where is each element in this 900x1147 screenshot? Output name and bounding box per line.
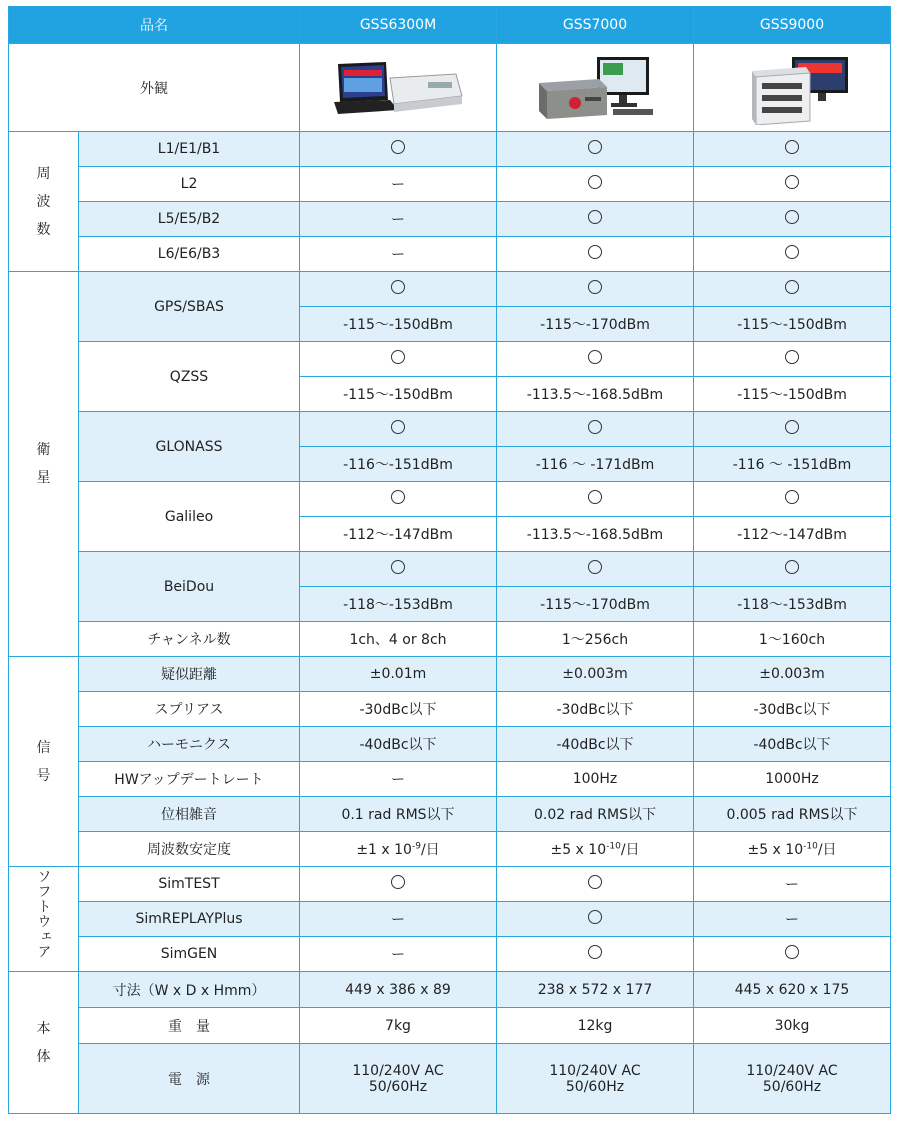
value-cell: -30dBc以下 bbox=[300, 692, 497, 727]
appearance-label: 外観 bbox=[9, 44, 300, 132]
table-row bbox=[9, 552, 891, 587]
value-cell: 1000Hz bbox=[694, 762, 891, 797]
table-row bbox=[9, 272, 891, 307]
value-mantissa: ±5 x 10 bbox=[747, 842, 804, 858]
power-cell: -116 〜 -171dBm bbox=[497, 447, 694, 482]
value-cell bbox=[497, 832, 694, 867]
value-cell: -30dBc以下 bbox=[694, 692, 891, 727]
supported-mark-icon bbox=[588, 175, 602, 189]
row-label: L2 bbox=[79, 167, 300, 202]
value-cell bbox=[497, 132, 694, 167]
table-row bbox=[9, 832, 891, 867]
supported-mark-icon bbox=[588, 490, 602, 504]
row-label: 位相雑音 bbox=[79, 797, 300, 832]
power-cell: -112〜-147dBm bbox=[300, 517, 497, 552]
supported-mark-icon bbox=[588, 910, 602, 924]
power-cell: -115〜-150dBm bbox=[694, 307, 891, 342]
table-row bbox=[9, 972, 891, 1008]
power-cell: -116 〜 -151dBm bbox=[694, 447, 891, 482]
power-cell: -112〜-147dBm bbox=[694, 517, 891, 552]
group-satellite bbox=[9, 272, 79, 657]
value-mantissa: ±1 x 10 bbox=[356, 842, 412, 858]
value-cell bbox=[497, 867, 694, 902]
power-cell: -115〜-170dBm bbox=[497, 587, 694, 622]
value-cell: ー bbox=[300, 167, 497, 202]
support-cell bbox=[497, 552, 694, 587]
power-cell: -113.5〜-168.5dBm bbox=[497, 517, 694, 552]
power-frequency: 50/60Hz bbox=[368, 1078, 428, 1095]
product-image-gss7000 bbox=[497, 44, 694, 132]
table-row bbox=[9, 167, 891, 202]
table-row bbox=[9, 867, 891, 902]
group-char: 本 bbox=[36, 1020, 51, 1037]
value-unit: /日 bbox=[620, 842, 640, 858]
group-char: 星 bbox=[36, 470, 51, 486]
value-cell: ー bbox=[694, 902, 891, 937]
value-cell: -40dBc以下 bbox=[694, 727, 891, 762]
supported-mark-icon bbox=[588, 945, 602, 959]
value-cell bbox=[497, 902, 694, 937]
supported-mark-icon bbox=[588, 280, 602, 294]
value-cell: ー bbox=[300, 202, 497, 237]
table-row bbox=[9, 797, 891, 832]
power-cell: -115〜-150dBm bbox=[300, 377, 497, 412]
value-cell bbox=[694, 937, 891, 972]
value-unit: /日 bbox=[420, 842, 440, 858]
value-cell: ー bbox=[300, 237, 497, 272]
support-cell bbox=[694, 552, 891, 587]
support-cell bbox=[497, 412, 694, 447]
table-row bbox=[9, 762, 891, 797]
row-label: L1/E1/B1 bbox=[79, 132, 300, 167]
group-char: 波 bbox=[36, 193, 51, 210]
support-cell bbox=[694, 412, 891, 447]
supported-mark-icon bbox=[588, 245, 602, 259]
power-cell: -116〜-151dBm bbox=[300, 447, 497, 482]
value-cell bbox=[694, 167, 891, 202]
value-cell: 238 x 572 x 177 bbox=[497, 972, 694, 1008]
supported-mark-icon bbox=[785, 560, 799, 574]
table-row bbox=[9, 202, 891, 237]
support-cell bbox=[300, 272, 497, 307]
value-cell bbox=[497, 1044, 694, 1114]
value-cell: 1〜160ch bbox=[694, 622, 891, 657]
value-cell bbox=[300, 867, 497, 902]
support-cell bbox=[300, 482, 497, 517]
value-cell bbox=[694, 832, 891, 867]
support-cell bbox=[694, 482, 891, 517]
value-cell: 7kg bbox=[300, 1008, 497, 1044]
supported-mark-icon bbox=[588, 210, 602, 224]
support-cell bbox=[497, 272, 694, 307]
value-cell: ー bbox=[300, 762, 497, 797]
supported-mark-icon bbox=[391, 350, 405, 364]
row-label: HWアップデートレート bbox=[79, 762, 300, 797]
value-cell bbox=[497, 937, 694, 972]
value-cell bbox=[300, 132, 497, 167]
table-row bbox=[9, 1008, 891, 1044]
supported-mark-icon bbox=[391, 140, 405, 154]
value-cell bbox=[300, 1044, 497, 1114]
value-cell: 445 x 620 x 175 bbox=[694, 972, 891, 1008]
value-cell bbox=[694, 132, 891, 167]
row-label: 重 量 bbox=[79, 1008, 300, 1044]
value-cell: 1〜256ch bbox=[497, 622, 694, 657]
supported-mark-icon bbox=[588, 875, 602, 889]
group-software bbox=[9, 867, 79, 972]
row-label: 寸法（W x D x Hmm） bbox=[79, 972, 300, 1008]
support-cell bbox=[300, 552, 497, 587]
support-cell bbox=[694, 342, 891, 377]
group-char: 信 bbox=[36, 739, 51, 756]
header-row bbox=[9, 7, 891, 44]
supported-mark-icon bbox=[391, 280, 405, 294]
laptop-rack-photo bbox=[328, 56, 468, 120]
table-row bbox=[9, 657, 891, 692]
value-cell: 1ch、4 or 8ch bbox=[300, 622, 497, 657]
supported-mark-icon bbox=[785, 140, 799, 154]
spec-comparison-table bbox=[8, 6, 891, 1114]
value-cell bbox=[497, 237, 694, 272]
row-label: GLONASS bbox=[79, 412, 300, 482]
row-label: L5/E5/B2 bbox=[79, 202, 300, 237]
table-row bbox=[9, 132, 891, 167]
row-label: スプリアス bbox=[79, 692, 300, 727]
row-label: SimREPLAYPlus bbox=[79, 902, 300, 937]
power-cell: -115〜-170dBm bbox=[497, 307, 694, 342]
value-cell bbox=[694, 202, 891, 237]
support-cell bbox=[497, 482, 694, 517]
row-label: BeiDou bbox=[79, 552, 300, 622]
value-cell: ー bbox=[300, 902, 497, 937]
row-label: SimTEST bbox=[79, 867, 300, 902]
power-voltage: 110/240V AC bbox=[352, 1062, 444, 1079]
value-cell: -40dBc以下 bbox=[497, 727, 694, 762]
row-label: L6/E6/B3 bbox=[79, 237, 300, 272]
group-char: 周 bbox=[36, 165, 51, 182]
supported-mark-icon bbox=[785, 175, 799, 189]
group-frequency bbox=[9, 132, 79, 272]
supported-mark-icon bbox=[588, 560, 602, 574]
value-exponent: -9 bbox=[411, 841, 421, 852]
value-cell bbox=[497, 202, 694, 237]
value-cell: 30kg bbox=[694, 1008, 891, 1044]
supported-mark-icon bbox=[785, 350, 799, 364]
power-cell: -115〜-150dBm bbox=[694, 377, 891, 412]
supported-mark-icon bbox=[785, 245, 799, 259]
table-row bbox=[9, 342, 891, 377]
supported-mark-icon bbox=[391, 560, 405, 574]
group-label: ソフトウェア bbox=[35, 869, 52, 959]
power-cell: -115〜-150dBm bbox=[300, 307, 497, 342]
value-unit: /日 bbox=[817, 842, 837, 858]
supported-mark-icon bbox=[391, 420, 405, 434]
value-cell: ー bbox=[694, 867, 891, 902]
value-cell bbox=[694, 237, 891, 272]
row-label: SimGEN bbox=[79, 937, 300, 972]
product-image-gss9000 bbox=[694, 44, 891, 132]
desktop-monitor-photo bbox=[525, 53, 665, 123]
row-label: ハーモニクス bbox=[79, 727, 300, 762]
tower-monitor-photo bbox=[722, 51, 862, 125]
value-cell: 0.02 rad RMS以下 bbox=[497, 797, 694, 832]
value-cell: ー bbox=[300, 937, 497, 972]
value-cell: ±0.003m bbox=[497, 657, 694, 692]
supported-mark-icon bbox=[785, 280, 799, 294]
support-cell bbox=[300, 342, 497, 377]
product-header: GSS6300M bbox=[300, 7, 497, 44]
table-row bbox=[9, 622, 891, 657]
table-row bbox=[9, 1044, 891, 1114]
value-mantissa: ±5 x 10 bbox=[550, 842, 607, 858]
power-cell: -113.5〜-168.5dBm bbox=[497, 377, 694, 412]
table-row bbox=[9, 937, 891, 972]
power-frequency: 50/60Hz bbox=[762, 1078, 822, 1095]
name-header: 品名 bbox=[9, 7, 300, 44]
power-voltage: 110/240V AC bbox=[746, 1062, 838, 1079]
value-cell: 0.1 rad RMS以下 bbox=[300, 797, 497, 832]
supported-mark-icon bbox=[391, 490, 405, 504]
product-header: GSS7000 bbox=[497, 7, 694, 44]
power-cell: -118〜-153dBm bbox=[694, 587, 891, 622]
value-cell bbox=[497, 167, 694, 202]
value-cell: -40dBc以下 bbox=[300, 727, 497, 762]
support-cell bbox=[694, 272, 891, 307]
supported-mark-icon bbox=[391, 875, 405, 889]
table-row bbox=[9, 902, 891, 937]
value-cell bbox=[694, 1044, 891, 1114]
value-cell: 12kg bbox=[497, 1008, 694, 1044]
group-signal bbox=[9, 657, 79, 867]
row-label: 疑似距離 bbox=[79, 657, 300, 692]
row-label: チャンネル数 bbox=[79, 622, 300, 657]
row-label: QZSS bbox=[79, 342, 300, 412]
value-cell: 0.005 rad RMS以下 bbox=[694, 797, 891, 832]
support-cell bbox=[497, 342, 694, 377]
row-label: 周波数安定度 bbox=[79, 832, 300, 867]
value-cell bbox=[300, 832, 497, 867]
value-exponent: -10 bbox=[606, 841, 621, 852]
table-row bbox=[9, 482, 891, 517]
supported-mark-icon bbox=[588, 140, 602, 154]
power-cell: -118〜-153dBm bbox=[300, 587, 497, 622]
appearance-row bbox=[9, 44, 891, 132]
table-row bbox=[9, 727, 891, 762]
group-char: 衛 bbox=[36, 442, 51, 458]
group-body bbox=[9, 972, 79, 1114]
value-exponent: -10 bbox=[803, 841, 818, 852]
group-char: 体 bbox=[36, 1048, 51, 1065]
supported-mark-icon bbox=[785, 210, 799, 224]
support-cell bbox=[300, 412, 497, 447]
row-label: GPS/SBAS bbox=[79, 272, 300, 342]
power-voltage: 110/240V AC bbox=[549, 1062, 641, 1079]
supported-mark-icon bbox=[785, 420, 799, 434]
table-row bbox=[9, 692, 891, 727]
table-row bbox=[9, 412, 891, 447]
supported-mark-icon bbox=[588, 420, 602, 434]
supported-mark-icon bbox=[785, 490, 799, 504]
row-label: Galileo bbox=[79, 482, 300, 552]
supported-mark-icon bbox=[785, 945, 799, 959]
group-char: 号 bbox=[36, 767, 51, 784]
power-frequency: 50/60Hz bbox=[565, 1078, 625, 1095]
value-cell: ±0.01m bbox=[300, 657, 497, 692]
group-char: 数 bbox=[36, 221, 51, 238]
row-label: 電 源 bbox=[79, 1044, 300, 1114]
value-cell: ±0.003m bbox=[694, 657, 891, 692]
value-cell: 449 x 386 x 89 bbox=[300, 972, 497, 1008]
supported-mark-icon bbox=[588, 350, 602, 364]
value-cell: 100Hz bbox=[497, 762, 694, 797]
product-image-gss6300m bbox=[300, 44, 497, 132]
value-cell: -30dBc以下 bbox=[497, 692, 694, 727]
table-row bbox=[9, 237, 891, 272]
product-header: GSS9000 bbox=[694, 7, 891, 44]
